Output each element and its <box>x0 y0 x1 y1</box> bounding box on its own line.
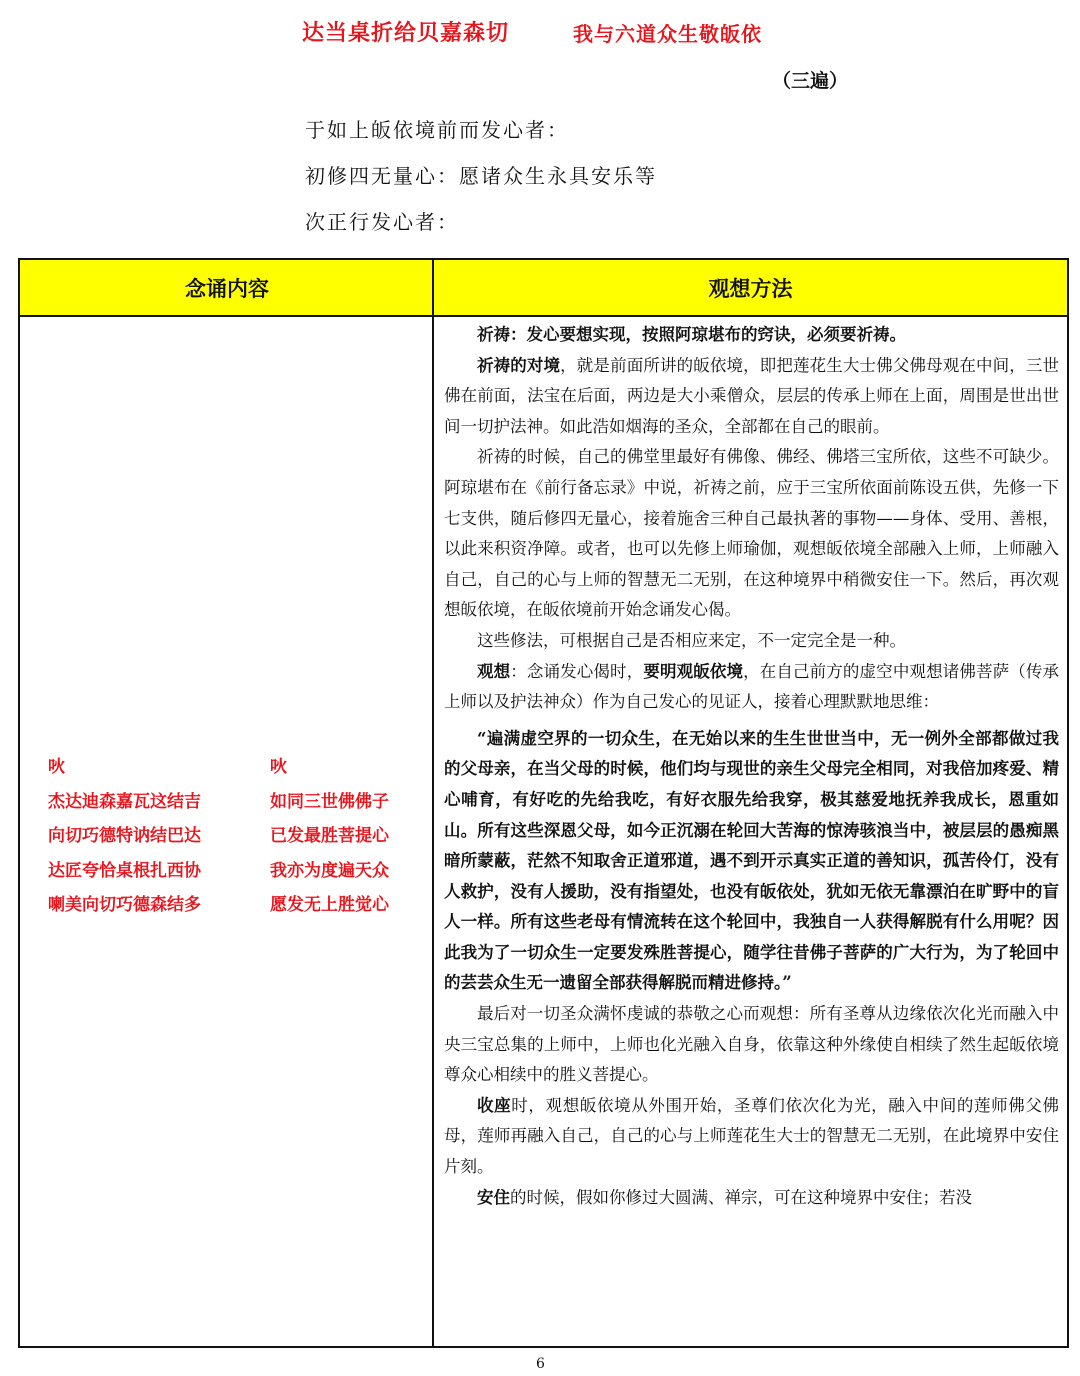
method-para-object-body: ，就是前面所讲的皈依境，即把莲花生大士佛父佛母观在中间，三世佛在前面，法宝在后面，两边是大小乘僧众，层层的传承上师在上面，周围是世出世间一切护法神。如此浩如烟海的圣众，全部都在自己的眼前。 <box>444 355 1060 436</box>
page-number: 6 <box>536 1356 545 1372</box>
recite-tibetan-3: 达匠夸恰桌根扎西协 <box>48 861 201 881</box>
recite-tibetan-1: 杰达迪森嘉瓦这结吉 <box>48 792 201 812</box>
method-para-visualize <box>444 657 1059 718</box>
column-header-method: 观想方法 <box>434 260 1067 317</box>
intro-line-1: 于如上皈依境前而发心者： <box>305 118 569 142</box>
method-para-object-lead: 祈祷的对境 <box>477 355 561 375</box>
method-para-dissolve: 最后对一切圣众满怀虔诚的恭敬之心而观想：所有圣尊从边缘依次化光而融入中央三宝总集的上师中，上师也化光融入自身，依靠这种外缘使自相续了然生起皈依境尊众心相续中的胜义菩提心。 <box>444 1004 1059 1085</box>
intro-line-2: 初修四无量心：愿诸众生永具安乐等 <box>305 164 657 188</box>
recite-chinese-3: 我亦为度遍天众 <box>270 861 389 881</box>
method-para-flexibility: 这些修法，可根据自己是否相应来定，不一定完全是一种。 <box>477 630 906 650</box>
column-divider <box>432 260 434 1346</box>
repeat-note: （三遍） <box>772 70 849 92</box>
recite-chinese-4: 愿发无上胜觉心 <box>270 895 389 915</box>
recite-tibetan-4: 喇美向切巧德森结多 <box>48 895 201 915</box>
recite-tibetan-0: 吙 <box>48 757 65 777</box>
method-para-visualize-lead: 观想 <box>477 661 511 681</box>
recite-tibetan-2: 向切巧德特讷结巴达 <box>48 826 201 846</box>
method-text <box>444 320 1059 1213</box>
recite-chinese-2: 已发最胜菩提心 <box>270 826 389 846</box>
recite-chinese-1: 如同三世佛佛子 <box>270 792 389 812</box>
method-para-rest <box>444 1183 1059 1214</box>
method-para-object <box>444 351 1059 443</box>
recite-chinese-0: 吙 <box>270 757 287 777</box>
column-header-recite: 念诵内容 <box>20 260 434 317</box>
practice-table <box>18 258 1069 1348</box>
intro-line-3: 次正行发心者： <box>305 210 459 234</box>
method-para-close-lead: 收座 <box>477 1095 512 1115</box>
method-para-close-body: 时，观想皈依境从外围开始，圣尊们依次化为光，融入中间的莲师佛父佛母，莲师再融入自己，自己的心与上师莲花生大士的智慧无二无别，在此境界中安住片刻。 <box>444 1095 1060 1177</box>
method-para-visualize-b: 要明观皈依境 <box>643 661 744 681</box>
method-prayer-heading: 祈祷：发心要想实现，按照阿琼堪布的窍诀，必须要祈祷。 <box>477 325 906 344</box>
method-para-shrine: 祈祷的时候，自己的佛堂里最好有佛像、佛经、佛塔三宝所依，这些不可缺少。阿琼堪布在《前行备忘录》中说，祈祷之前，应于三宝所依面前陈设五供，先修一下七支供，随后修四无量心，接着施舍三种自己最执著的事物——身体、受用、善根，以此来积资净障。或者，也可以先修上师瑜伽，观想皈依境全部融入上师，上师融入自己，自己的心与上师的智慧无二无别，在这种境界中稍微安住一下。然后，再次观想皈依境，在皈依境前开始念诵发心偈。 <box>444 447 1059 620</box>
title-right: 我与六道众生敬皈依 <box>573 22 762 46</box>
method-para-visualize-c: ，在自己前方的虚空中观想诸佛菩萨（传承上师以及护法神众）作为自己发心的见证人，接着心理默默地思维： <box>444 661 1060 712</box>
method-para-rest-lead: 安住 <box>477 1187 510 1207</box>
method-quote: “遍满虚空界的一切众生，在无始以来的生生世世当中，无一例外全部都做过我的父母亲，在当父母的时候，他们均与现世的亲生父母完全相同，对我倍加疼爱、精心哺育，有好吃的先给我吃，有好衣服先给我穿，极其慈爱地抚养我成长，恩重如山。所有这些深恩父母，如今正沉溺在轮回大苦海的惊涛骇浪当中，被层层的愚痴黑暗所蒙蔽，茫然不知取舍正道邪道，遇不到开示真实正道的善知识，孤苦伶仃，没有人救护，没有人援助，没有指望处，也没有皈依处，犹如无依无靠漂泊在旷野中的盲人一样。所有这些老母有情流转在这个轮回中，我独自一人获得解脱有什么用呢？因此我为了一切众生一定要发殊胜菩提心，随学往昔佛子菩萨的广大行为，为了轮回中的芸芸众生无一遗留全部获得解脱而精进修持。” <box>444 728 1059 993</box>
method-para-rest-body: 的时候，假如你修过大圆满、禅宗，可在这种境界中安住；若没 <box>510 1187 972 1207</box>
title-left: 达当桌折给贝嘉森切 <box>302 21 510 46</box>
method-para-visualize-a: ：念诵发心偈时， <box>510 661 644 681</box>
method-para-close <box>444 1091 1059 1183</box>
